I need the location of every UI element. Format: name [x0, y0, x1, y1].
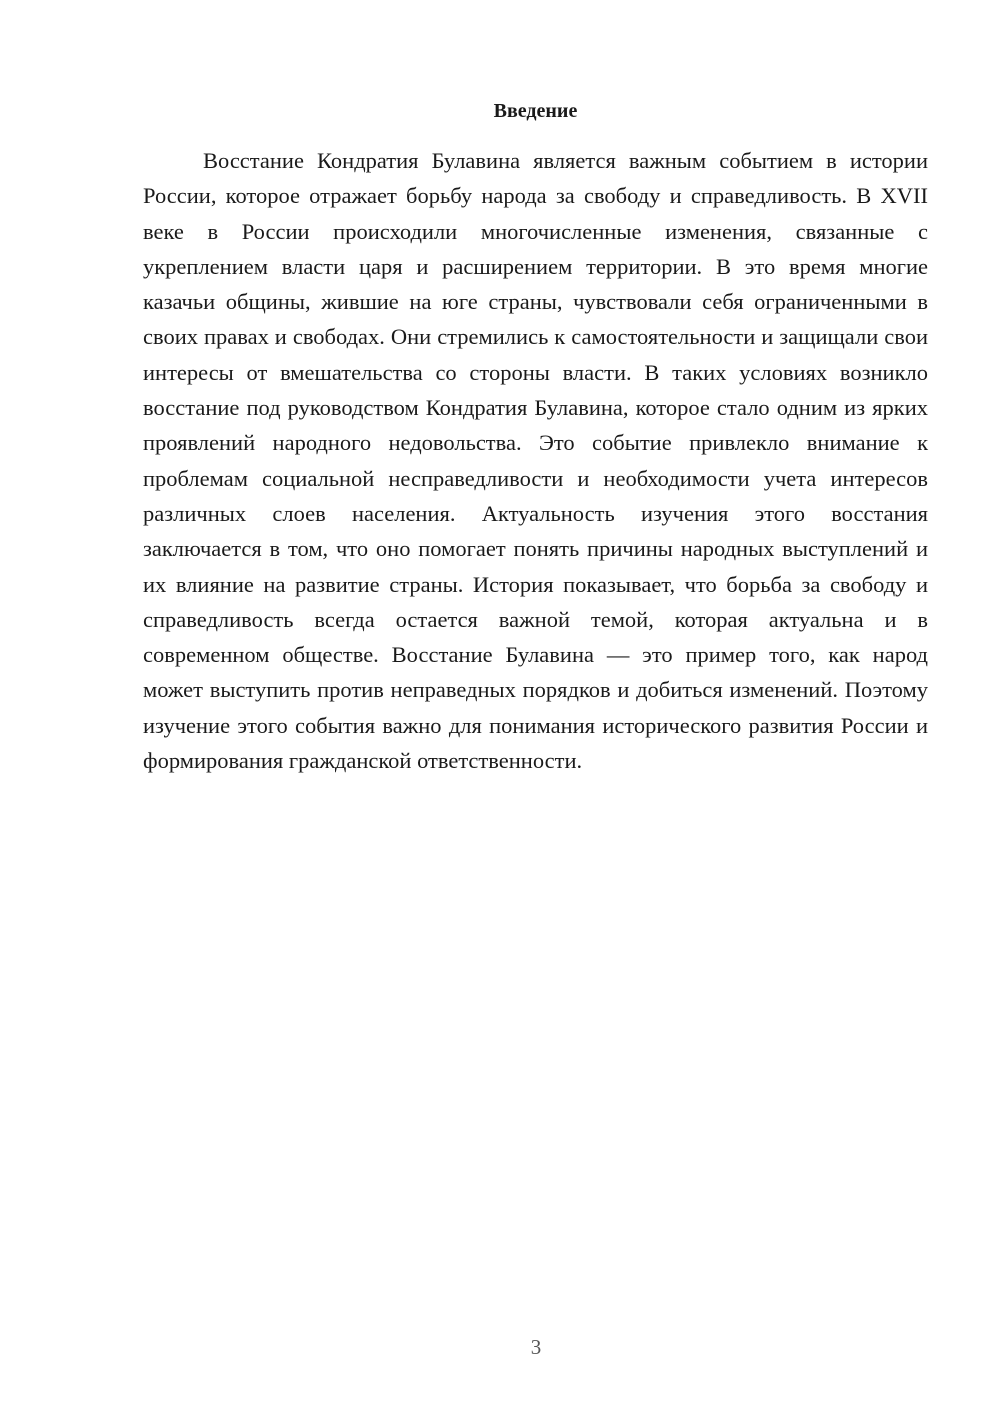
- section-heading: Введение: [493, 100, 578, 122]
- body-paragraph: Восстание Кондратия Булавина является важным событием в истории России, которое отражает борьбу народа за свободу и справедливость. В XVII веке в России происходили многочисленные изменения, связанные с укреплением власти царя и расширением территории. В это время многие казачьи общины, жившие на юге страны, чувствовали себя ограниченными в своих правах и свободах. Они стремились к самостоятельности и защищали свои интересы от вмешательства со стороны власти. В таких условиях возникло восстание под руководством Кондратия Булавина, которое стало одним из ярких проявлений народного недовольства. Это событие привлекло внимание к проблемам социальной несправедливости и необходимости учета интересов различных слоев населения. Актуальность изучения этого восстания заключается в том, что оно помогает понять причины народных выступлений и их влияние на развитие страны. История показывает, что борьба за свободу и справедливость всегда остается важной темой, которая актуальна и в современном обществе. Восстание Булавина — это пример того, как народ может выступить против неправедных порядков и добиться изменений. Поэтому изучение этого события важно для понимания исторического развития России и формирования гражданской ответственности.: [143, 148, 928, 774]
- page-number: 3: [530, 1335, 542, 1359]
